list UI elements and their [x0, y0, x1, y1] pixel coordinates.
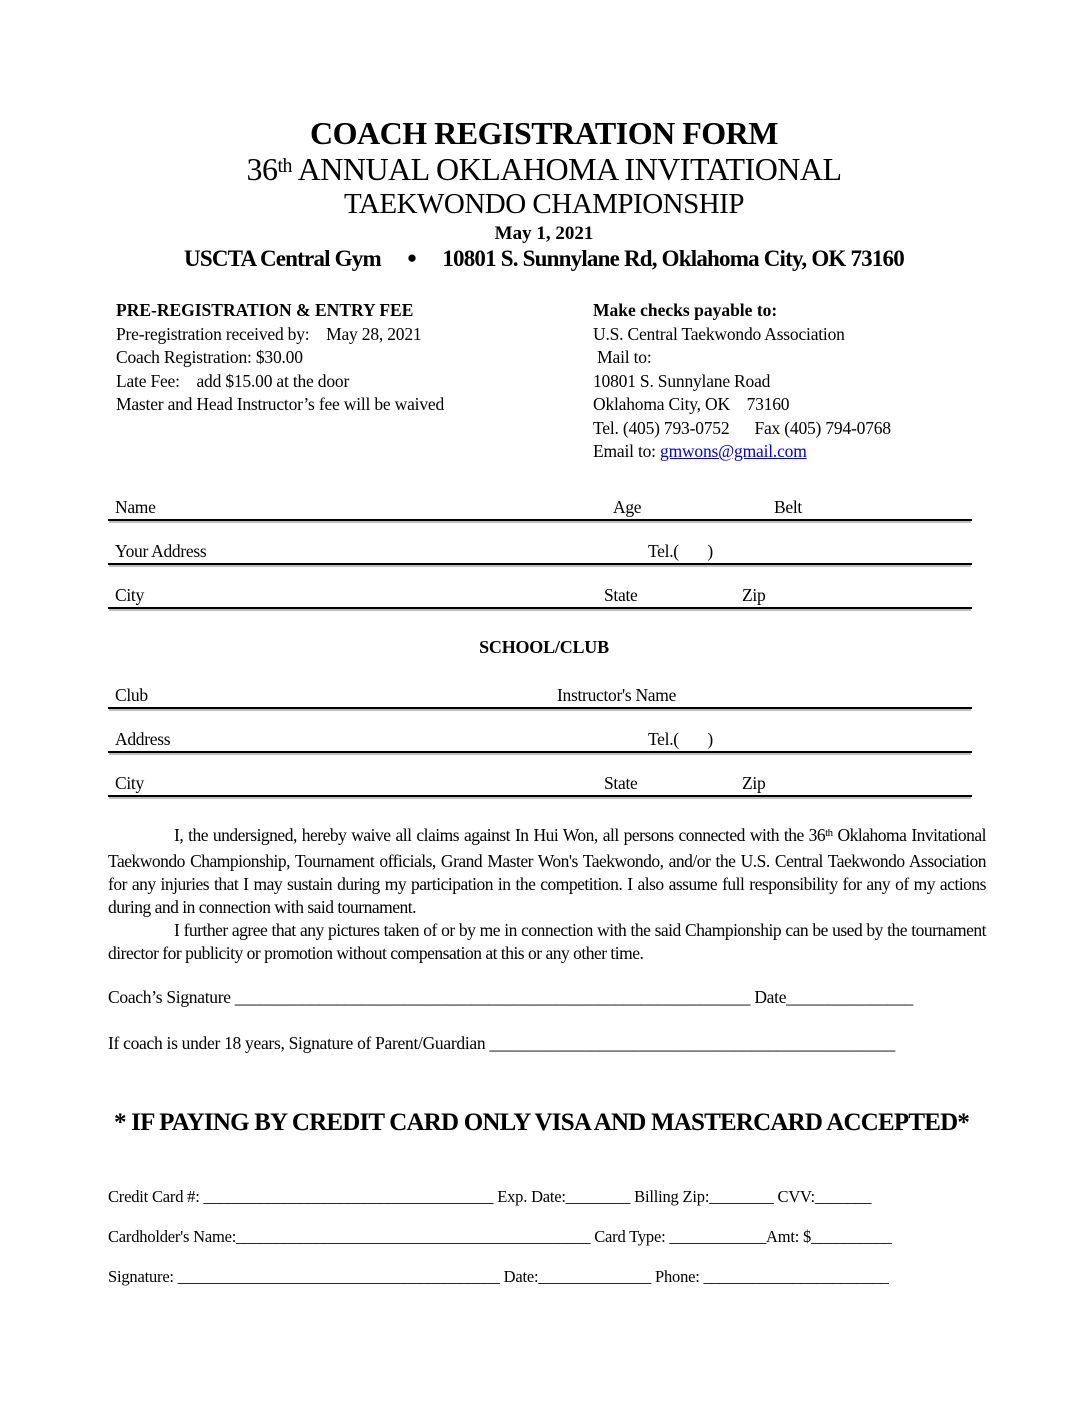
school-zip-field-label: Zip	[742, 772, 766, 793]
form-subtitle	[0, 152, 1088, 188]
form-header	[0, 0, 1088, 272]
venue-line	[0, 246, 1088, 272]
fees-line-registration: Coach Registration: $30.00	[116, 347, 303, 368]
bullet-separator-icon: ●	[406, 248, 417, 268]
credit-signature-row: Signature: ________________________________________ Date:______________ Phone: _______________________	[108, 1266, 889, 1286]
payable-city: Oklahoma City, OK 73160	[593, 394, 790, 415]
info-columns	[116, 299, 1088, 464]
club-instructor-row	[108, 682, 972, 709]
school-address-tel-row	[108, 726, 972, 753]
credit-card-heading: * IF PAYING BY CREDIT CARD ONLY VISA AND MASTERCARD ACCEPTED*	[114, 1108, 970, 1136]
fees-heading: PRE-REGISTRATION & ENTRY FEE	[116, 300, 414, 321]
belt-field-label: Belt	[774, 496, 802, 517]
school-fields-section	[108, 682, 972, 797]
cardholder-name-row: Cardholder's Name:____________________________________________ Card Type: ____________Amt: $__________	[108, 1226, 892, 1246]
subtitle-number: 36	[246, 150, 278, 187]
waiver-text	[108, 824, 986, 965]
school-tel-field-label: Tel.( )	[648, 728, 713, 749]
city-state-zip-row	[108, 582, 972, 609]
personal-fields-section	[108, 494, 972, 609]
fees-line-late-fee: Late Fee: add $15.00 at the door	[116, 370, 350, 391]
name-age-belt-row	[108, 494, 972, 521]
payable-street: 10801 S. Sunnylane Road	[593, 370, 771, 391]
tel-field-label: Tel.( )	[648, 540, 713, 561]
school-city-state-zip-row	[108, 770, 972, 797]
club-field-label: Club	[115, 684, 148, 705]
fees-section	[116, 299, 593, 464]
waiver-p1-text: I, the undersigned, hereby waive all claims against In Hui Won, all persons connected with the 36	[174, 824, 826, 845]
school-city-field-label: City	[115, 772, 144, 793]
form-subtitle-2: TAEKWONDO CHAMPIONSHIP	[344, 187, 744, 220]
email-line	[593, 440, 1013, 464]
payable-tel-fax: Tel. (405) 793-0752 Fax (405) 794-0768	[593, 417, 891, 438]
venue-address: 10801 S. Sunnylane Rd, Oklahoma City, OK 73160	[442, 246, 904, 272]
school-address-field-label: Address	[115, 728, 171, 749]
fees-line-waived: Master and Head Instructor’s fee will be waived	[116, 394, 445, 415]
name-field-label: Name	[115, 496, 156, 517]
instructor-name-field-label: Instructor's Name	[557, 684, 677, 705]
school-state-field-label: State	[604, 772, 638, 793]
venue-name: USCTA Central Gym	[184, 246, 381, 272]
waiver-ordinal-suffix: th	[825, 827, 833, 840]
waiver-paragraph-2: I further agree that any pictures taken of or by me in connection with the said Championship can be used by the tournament director for publicity or promotion without compensation at this or any other time.	[108, 919, 986, 963]
email-label: Email to:	[593, 441, 661, 462]
credit-card-number-row: Credit Card #: ____________________________________ Exp. Date:________ Billing Zip:________ CVV:_______	[108, 1186, 872, 1206]
your-address-field-label: Your Address	[115, 540, 207, 561]
subtitle-text: ANNUAL OKLAHOMA INVITATIONAL	[291, 150, 842, 187]
payable-association: U.S. Central Taekwondo Association	[593, 323, 845, 344]
school-section-heading: SCHOOL/CLUB	[479, 636, 609, 657]
subtitle-ordinal-suffix: th	[277, 154, 292, 177]
email-link[interactable]: gmwons@gmail.com	[660, 441, 807, 462]
age-field-label: Age	[613, 496, 642, 517]
coach-signature-row: Coach’s Signature _____________________________________________________________ Date_______________	[108, 986, 913, 1007]
payable-mail-to: Mail to:	[593, 347, 652, 368]
payable-section	[593, 299, 1013, 464]
state-field-label: State	[604, 584, 638, 605]
guardian-signature-row: If coach is under 18 years, Signature of Parent/Guardian ________________________________________________	[108, 1032, 895, 1053]
payable-heading: Make checks payable to:	[593, 300, 778, 321]
city-field-label: City	[115, 584, 144, 605]
event-date: May 1, 2021	[494, 223, 594, 245]
waiver-p1-text-cont: Oklahoma Invitational Taekwondo Championship, Tournament officials, Grand Master Won's Taekwondo, and/or the U.S. Central Taekwondo Association for any injuries that I may sustain during my participation in the competition. I also assume full responsibility for any of my actions during and in connection with said tournament.	[108, 824, 986, 917]
form-title: COACH REGISTRATION FORM	[310, 115, 778, 151]
address-tel-row	[108, 538, 972, 565]
waiver-paragraph-1	[108, 824, 986, 919]
fees-line-deadline: Pre-registration received by: May 28, 2021	[116, 323, 422, 344]
zip-field-label: Zip	[742, 584, 766, 605]
